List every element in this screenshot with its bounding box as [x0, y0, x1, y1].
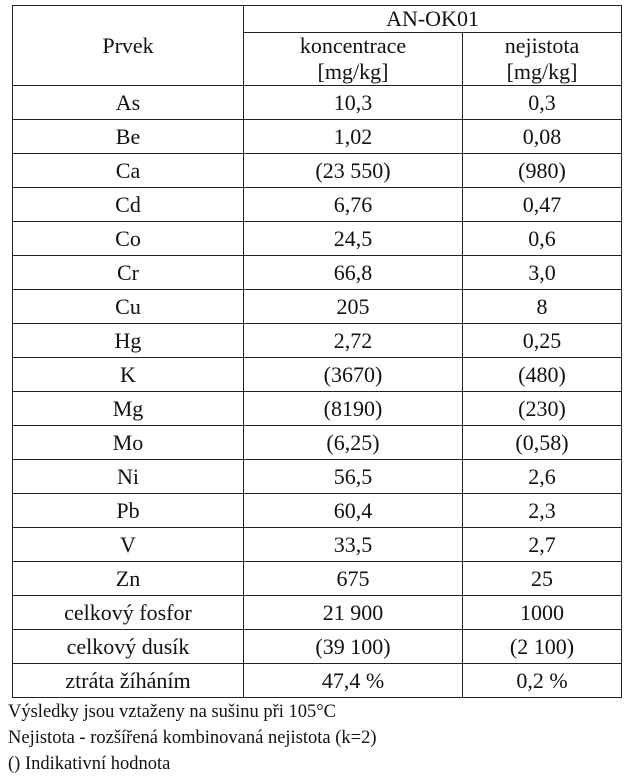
- concentration-cell: 47,4 %: [244, 664, 463, 698]
- table-row: [13, 460, 622, 494]
- table-row: [13, 290, 622, 324]
- concentration-cell: (6,25): [244, 426, 463, 460]
- concentration-cell: 21 900: [244, 596, 463, 630]
- table-row: [13, 494, 622, 528]
- footnote-uncertainty: Nejistota - rozšířená kombinovaná nejistota (k=2): [8, 728, 377, 748]
- table-row: [13, 426, 622, 460]
- element-cell: As: [13, 86, 244, 120]
- element-cell: Co: [13, 222, 244, 256]
- concentration-cell: 1,02: [244, 120, 463, 154]
- concentration-cell: 24,5: [244, 222, 463, 256]
- uncertainty-cell: 1000: [463, 596, 622, 630]
- uncertainty-cell: (2 100): [463, 630, 622, 664]
- footnote-dry-matter: Výsledky jsou vztaženy na sušinu při 105°C: [8, 702, 337, 722]
- uncertainty-cell: 0,6: [463, 222, 622, 256]
- concentration-column-header: [244, 33, 463, 86]
- element-cell: celkový fosfor: [13, 596, 244, 630]
- uncertainty-cell: (0,58): [463, 426, 622, 460]
- concentration-unit: [mg/kg]: [317, 59, 389, 84]
- concentration-cell: 6,76: [244, 188, 463, 222]
- uncertainty-cell: 2,6: [463, 460, 622, 494]
- uncertainty-label: nejistota: [504, 33, 580, 58]
- uncertainty-cell: 0,3: [463, 86, 622, 120]
- uncertainty-cell: 0,25: [463, 324, 622, 358]
- concentration-cell: (8190): [244, 392, 463, 426]
- concentration-cell: 10,3: [244, 86, 463, 120]
- table-row: [13, 188, 622, 222]
- concentration-cell: 66,8: [244, 256, 463, 290]
- table-row: [13, 596, 622, 630]
- concentration-cell: 33,5: [244, 528, 463, 562]
- uncertainty-cell: (980): [463, 154, 622, 188]
- table-row: [13, 324, 622, 358]
- element-column-header: Prvek: [13, 6, 244, 86]
- results-table: [12, 5, 622, 698]
- uncertainty-cell: 0,47: [463, 188, 622, 222]
- uncertainty-cell: 8: [463, 290, 622, 324]
- element-cell: Ca: [13, 154, 244, 188]
- uncertainty-cell: (480): [463, 358, 622, 392]
- concentration-cell: (23 550): [244, 154, 463, 188]
- element-cell: K: [13, 358, 244, 392]
- element-cell: Zn: [13, 562, 244, 596]
- element-cell: Pb: [13, 494, 244, 528]
- sample-header: AN-OK01: [244, 6, 622, 33]
- footnotes: [8, 699, 377, 777]
- element-cell: Cd: [13, 188, 244, 222]
- uncertainty-column-header: [463, 33, 622, 86]
- element-cell: Ni: [13, 460, 244, 494]
- uncertainty-cell: (230): [463, 392, 622, 426]
- concentration-cell: 675: [244, 562, 463, 596]
- concentration-cell: 205: [244, 290, 463, 324]
- table-row: [13, 630, 622, 664]
- table-body: [13, 86, 622, 698]
- table-row: [13, 528, 622, 562]
- uncertainty-cell: 0,08: [463, 120, 622, 154]
- table-row: [13, 256, 622, 290]
- table-row: [13, 222, 622, 256]
- table-row: [13, 154, 622, 188]
- element-cell: Mo: [13, 426, 244, 460]
- uncertainty-cell: 3,0: [463, 256, 622, 290]
- element-cell: Mg: [13, 392, 244, 426]
- table-row: [13, 392, 622, 426]
- element-cell: Be: [13, 120, 244, 154]
- footnote-indicative: () Indikativní hodnota: [8, 754, 171, 774]
- element-cell: V: [13, 528, 244, 562]
- table-row: [13, 562, 622, 596]
- uncertainty-unit: [mg/kg]: [506, 59, 578, 84]
- element-cell: Cr: [13, 256, 244, 290]
- concentration-cell: 2,72: [244, 324, 463, 358]
- uncertainty-cell: 2,3: [463, 494, 622, 528]
- table-row: [13, 86, 622, 120]
- concentration-cell: 60,4: [244, 494, 463, 528]
- uncertainty-cell: 0,2 %: [463, 664, 622, 698]
- table-row: [13, 664, 622, 698]
- table-row: [13, 358, 622, 392]
- element-cell: celkový dusík: [13, 630, 244, 664]
- header-row-sample: [13, 6, 622, 33]
- element-cell: ztráta žíháním: [13, 664, 244, 698]
- element-cell: Hg: [13, 324, 244, 358]
- table-row: [13, 120, 622, 154]
- concentration-cell: 56,5: [244, 460, 463, 494]
- uncertainty-cell: 25: [463, 562, 622, 596]
- element-cell: Cu: [13, 290, 244, 324]
- uncertainty-cell: 2,7: [463, 528, 622, 562]
- concentration-cell: (39 100): [244, 630, 463, 664]
- concentration-label: koncentrace: [299, 33, 407, 58]
- concentration-cell: (3670): [244, 358, 463, 392]
